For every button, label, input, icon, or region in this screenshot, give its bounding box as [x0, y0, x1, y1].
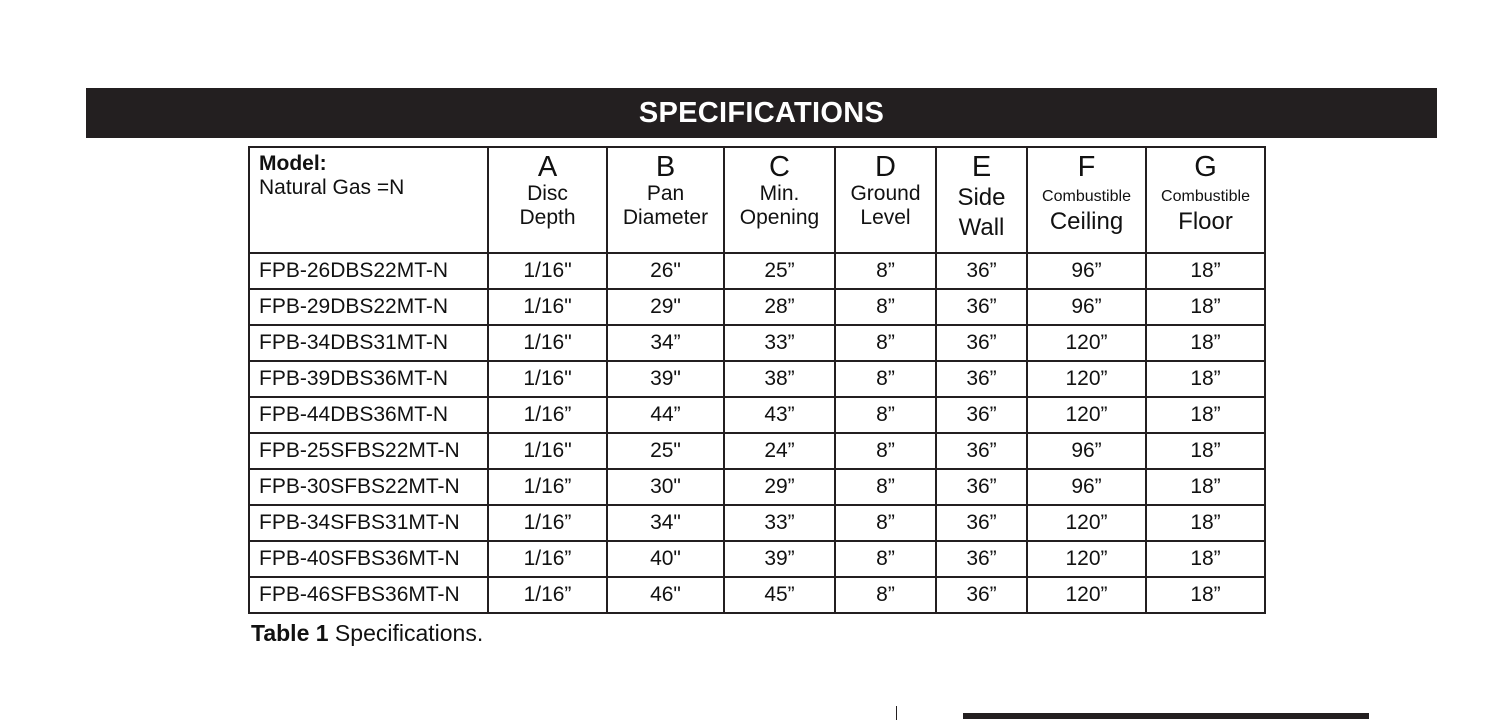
value-cell: 28”	[724, 289, 835, 325]
value-cell: 29"	[607, 289, 724, 325]
value-cell: 36”	[936, 433, 1027, 469]
model-cell: FPB-44DBS36MT-N	[249, 397, 488, 433]
col-letter: C	[769, 151, 790, 183]
value-cell: 8”	[835, 505, 936, 541]
header-col-f	[1027, 147, 1146, 253]
value-cell: 8”	[835, 541, 936, 577]
specifications-banner	[86, 88, 1437, 138]
table-header-row	[249, 147, 1265, 253]
value-cell: 36”	[936, 469, 1027, 505]
value-cell: 36”	[936, 253, 1027, 289]
value-cell: 36”	[936, 289, 1027, 325]
value-cell: 30"	[607, 469, 724, 505]
col-line1: Combustible	[1161, 188, 1250, 205]
table-body	[249, 253, 1265, 613]
col-line2: Opening	[739, 206, 820, 230]
table-row	[249, 433, 1265, 469]
model-cell: FPB-34DBS31MT-N	[249, 325, 488, 361]
col-line2: Diameter	[622, 206, 709, 230]
model-cell: FPB-34SFBS31MT-N	[249, 505, 488, 541]
value-cell: 18”	[1146, 541, 1265, 577]
value-cell: 45”	[724, 577, 835, 613]
value-cell: 18”	[1146, 253, 1265, 289]
value-cell: 18”	[1146, 397, 1265, 433]
value-cell: 33”	[724, 505, 835, 541]
value-cell: 29”	[724, 469, 835, 505]
table-row	[249, 397, 1265, 433]
table-caption	[251, 620, 483, 647]
col-line2: Ceiling	[1049, 208, 1124, 236]
value-cell: 8”	[835, 397, 936, 433]
page-fragment-bar	[963, 713, 1369, 719]
value-cell: 18”	[1146, 577, 1265, 613]
table-row	[249, 325, 1265, 361]
value-cell: 39”	[724, 541, 835, 577]
table-row	[249, 541, 1265, 577]
table-row	[249, 361, 1265, 397]
value-cell: 1/16”	[488, 469, 607, 505]
value-cell: 36”	[936, 361, 1027, 397]
value-cell: 43”	[724, 397, 835, 433]
col-letter: F	[1077, 151, 1096, 183]
value-cell: 1/16”	[488, 505, 607, 541]
header-col-e	[936, 147, 1027, 253]
value-cell: 36”	[936, 541, 1027, 577]
model-cell: FPB-40SFBS36MT-N	[249, 541, 488, 577]
col-line1: Disc	[527, 182, 568, 205]
caption-label: Table 1	[251, 620, 329, 646]
col-letter: B	[655, 151, 676, 183]
header-col-d	[835, 147, 936, 253]
table-row	[249, 289, 1265, 325]
value-cell: 18”	[1146, 361, 1265, 397]
specifications-table	[248, 146, 1266, 614]
header-col-b	[607, 147, 724, 253]
value-cell: 120”	[1027, 361, 1146, 397]
header-model	[249, 147, 488, 253]
model-cell: FPB-26DBS22MT-N	[249, 253, 488, 289]
value-cell: 46"	[607, 577, 724, 613]
value-cell: 1/16”	[488, 397, 607, 433]
col-line1: Ground	[850, 182, 921, 205]
value-cell: 96”	[1027, 469, 1146, 505]
value-cell: 36”	[936, 325, 1027, 361]
value-cell: 120”	[1027, 397, 1146, 433]
header-col-g	[1146, 147, 1265, 253]
value-cell: 1/16"	[488, 361, 607, 397]
value-cell: 18”	[1146, 505, 1265, 541]
value-cell: 18”	[1146, 469, 1265, 505]
value-cell: 120”	[1027, 505, 1146, 541]
value-cell: 25"	[607, 433, 724, 469]
col-line1: Combustible	[1042, 188, 1131, 205]
table-row	[249, 469, 1265, 505]
value-cell: 96”	[1027, 433, 1146, 469]
col-letter: G	[1194, 151, 1217, 183]
value-cell: 36”	[936, 577, 1027, 613]
table-row	[249, 577, 1265, 613]
value-cell: 1/16"	[488, 433, 607, 469]
value-cell: 8”	[835, 289, 936, 325]
value-cell: 26"	[607, 253, 724, 289]
header-col-c	[724, 147, 835, 253]
model-cell: FPB-25SFBS22MT-N	[249, 433, 488, 469]
caption-text: Specifications.	[328, 620, 484, 646]
col-line1: Side	[957, 184, 1006, 211]
model-cell: FPB-39DBS36MT-N	[249, 361, 488, 397]
col-letter: D	[875, 151, 896, 183]
value-cell: 8”	[835, 253, 936, 289]
col-letter: A	[537, 151, 558, 183]
value-cell: 8”	[835, 433, 936, 469]
model-cell: FPB-30SFBS22MT-N	[249, 469, 488, 505]
model-sublabel: Natural Gas =N	[259, 176, 405, 200]
value-cell: 44”	[607, 397, 724, 433]
value-cell: 8”	[835, 577, 936, 613]
value-cell: 8”	[835, 361, 936, 397]
value-cell: 36”	[936, 397, 1027, 433]
value-cell: 120”	[1027, 325, 1146, 361]
model-label: Model:	[259, 152, 327, 175]
value-cell: 39"	[607, 361, 724, 397]
col-line2: Wall	[958, 213, 1005, 241]
value-cell: 18”	[1146, 433, 1265, 469]
value-cell: 120”	[1027, 541, 1146, 577]
col-letter: E	[971, 151, 992, 183]
col-line1: Pan	[646, 182, 685, 205]
value-cell: 25”	[724, 253, 835, 289]
table-row	[249, 253, 1265, 289]
value-cell: 40"	[607, 541, 724, 577]
value-cell: 8”	[835, 325, 936, 361]
value-cell: 33”	[724, 325, 835, 361]
value-cell: 36”	[936, 505, 1027, 541]
value-cell: 18”	[1146, 325, 1265, 361]
col-line2: Depth	[519, 206, 576, 230]
col-line1: Min.	[759, 182, 800, 205]
banner-title: SPECIFICATIONS	[638, 96, 885, 129]
value-cell: 120”	[1027, 577, 1146, 613]
value-cell: 1/16"	[488, 253, 607, 289]
model-cell: FPB-46SFBS36MT-N	[249, 577, 488, 613]
table-row	[249, 505, 1265, 541]
model-cell: FPB-29DBS22MT-N	[249, 289, 488, 325]
value-cell: 1/16”	[488, 541, 607, 577]
value-cell: 24”	[724, 433, 835, 469]
value-cell: 38”	[724, 361, 835, 397]
value-cell: 34”	[607, 325, 724, 361]
value-cell: 1/16"	[488, 289, 607, 325]
col-line2: Floor	[1178, 208, 1233, 236]
value-cell: 96”	[1027, 289, 1146, 325]
value-cell: 96”	[1027, 253, 1146, 289]
page-fragment-line	[896, 706, 897, 720]
col-line2: Level	[860, 206, 911, 230]
value-cell: 34"	[607, 505, 724, 541]
value-cell: 1/16”	[488, 577, 607, 613]
value-cell: 18”	[1146, 289, 1265, 325]
header-col-a	[488, 147, 607, 253]
value-cell: 8”	[835, 469, 936, 505]
value-cell: 1/16"	[488, 325, 607, 361]
